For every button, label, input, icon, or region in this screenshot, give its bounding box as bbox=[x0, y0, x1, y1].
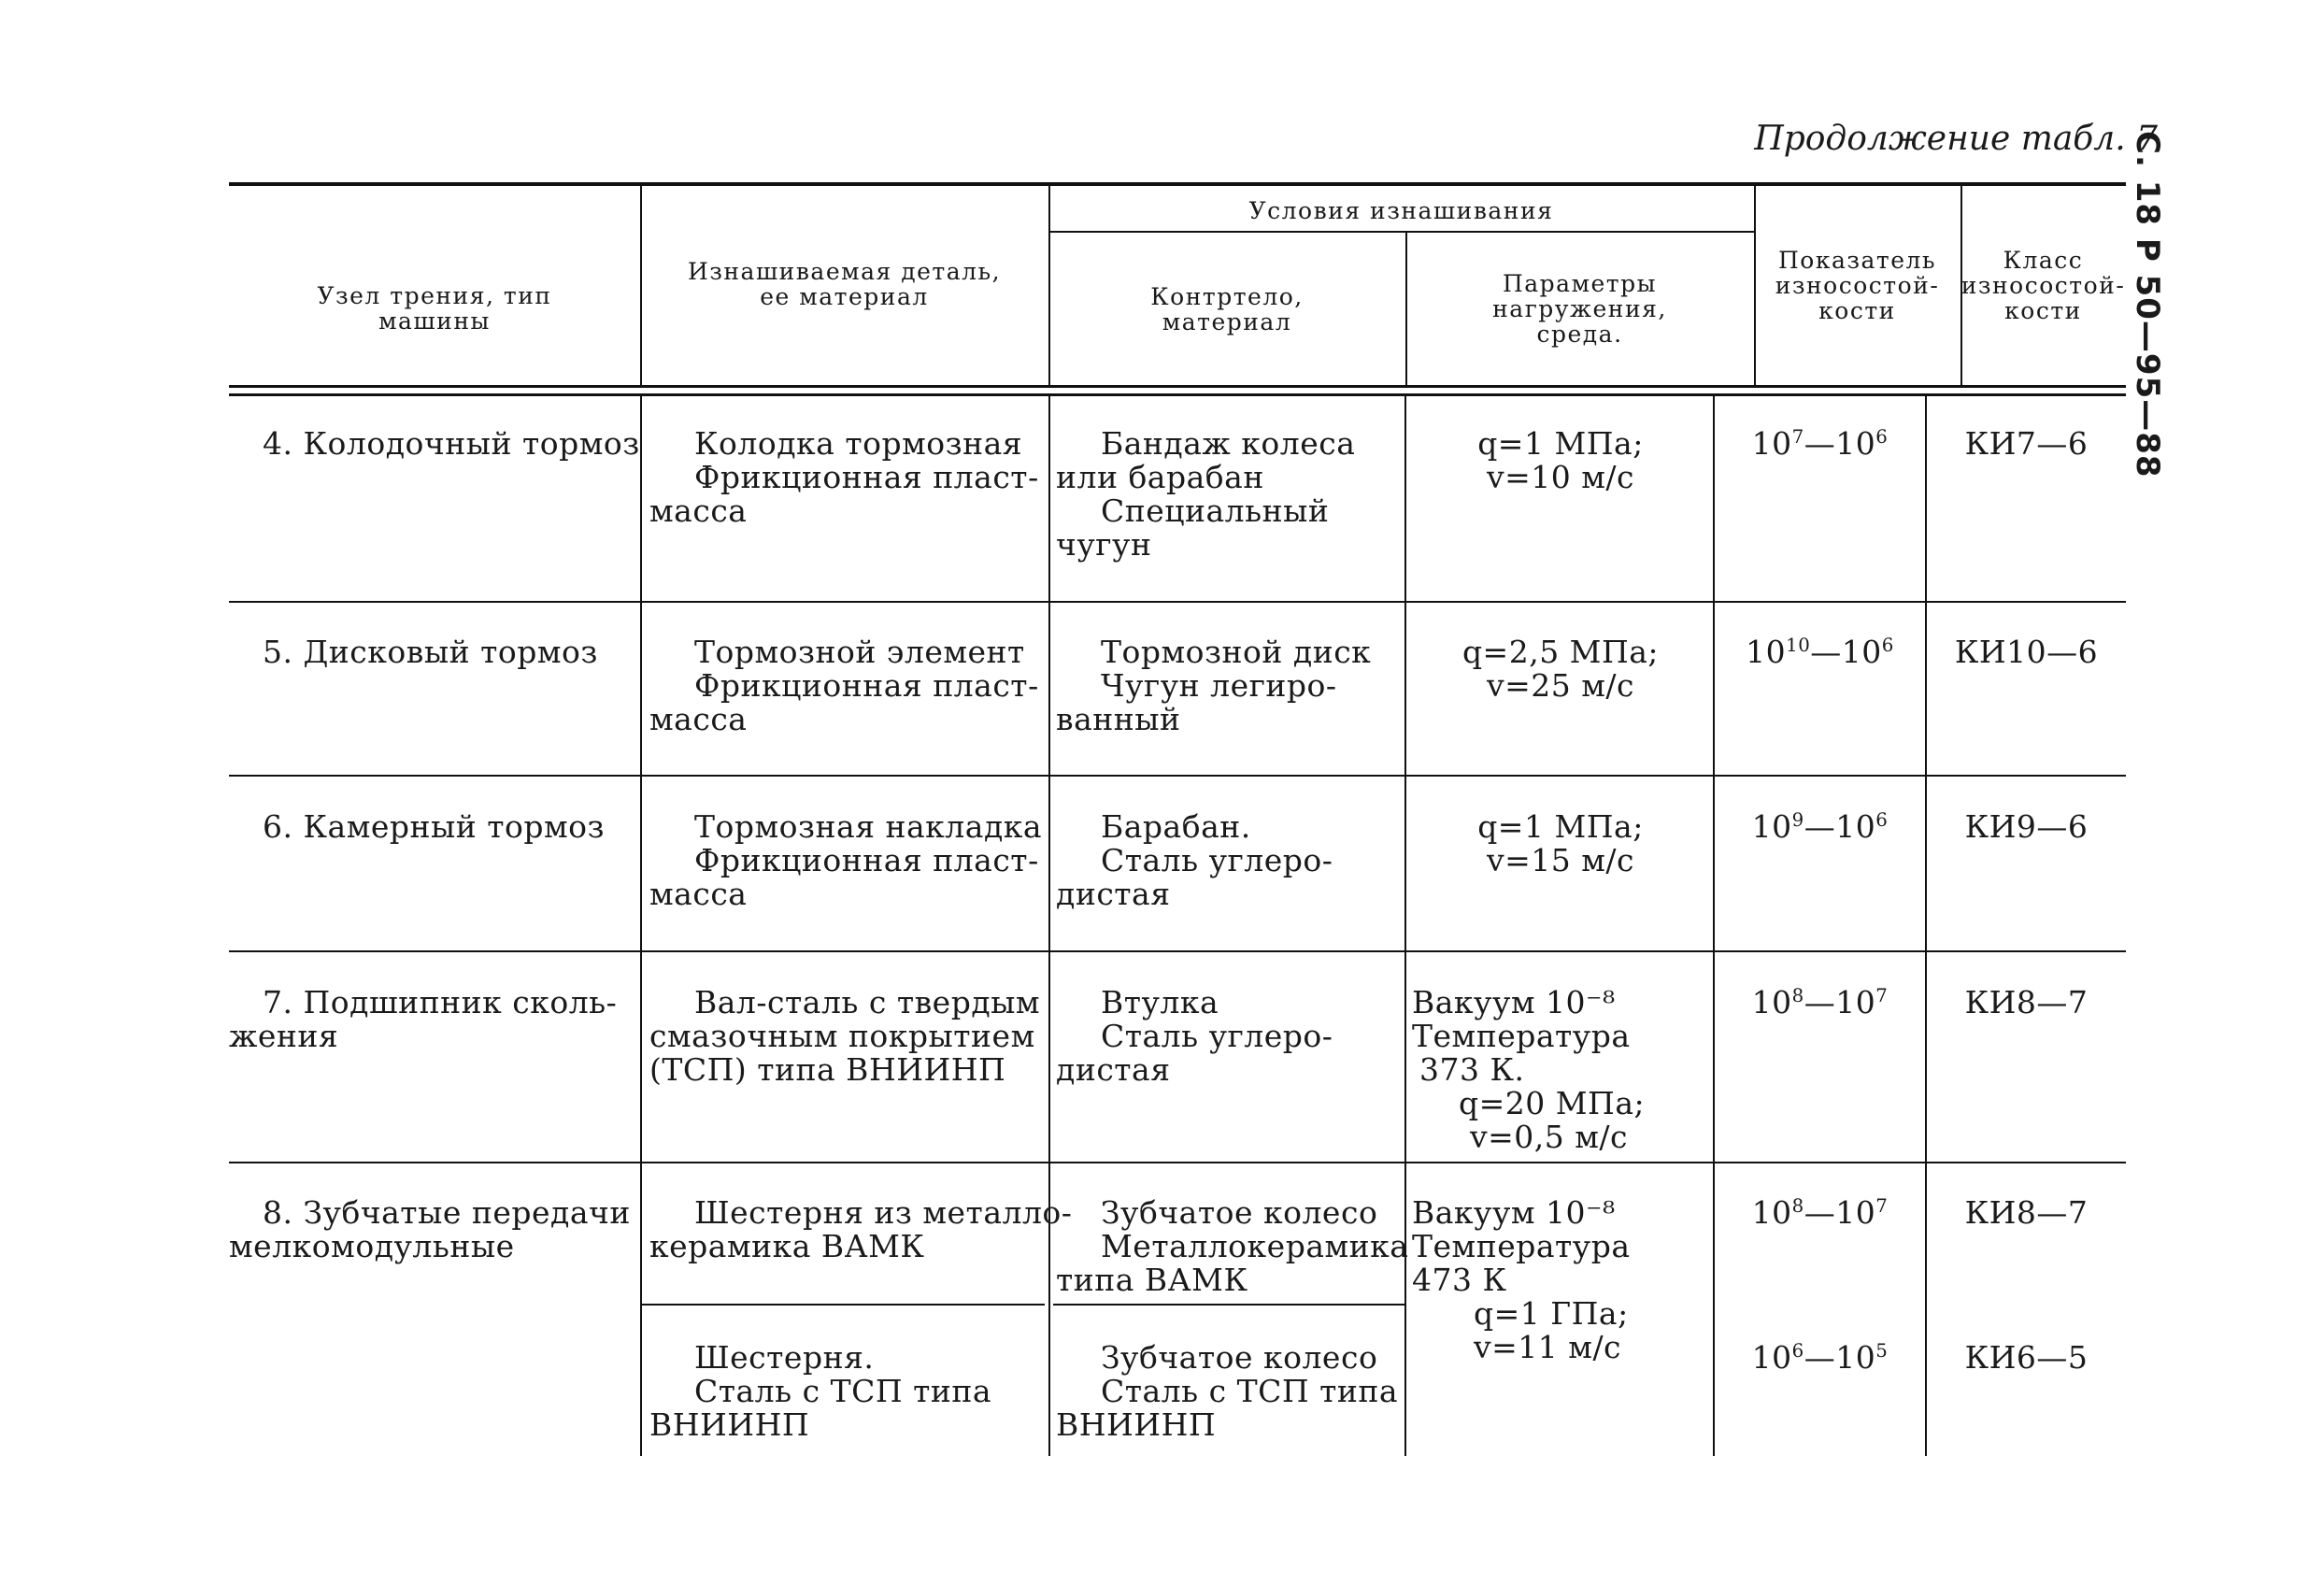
row-divider bbox=[229, 775, 2126, 777]
sub-row-divider bbox=[1053, 1304, 1404, 1306]
row-8a-counterbody: Зубчатое колесо Металлокерамика типа ВАМК bbox=[1056, 1194, 1409, 1298]
row-6-node: 6. Камерный тормоз bbox=[263, 808, 606, 845]
row-6-indicator: $10^9—10^6$ bbox=[1751, 808, 1889, 845]
row-divider bbox=[229, 950, 2126, 952]
col-divider bbox=[1404, 395, 1406, 1456]
header-bottom-rule bbox=[229, 385, 2126, 388]
page-code: С. 18 Р 50—95—88 bbox=[2129, 131, 2166, 478]
row-5-part: Тормозной элемент Фрикционная пласт- масса bbox=[649, 634, 1039, 737]
header-conditions: Условия изнашивания bbox=[1248, 196, 1554, 224]
header-node: Узел трения, тип машины bbox=[317, 281, 552, 335]
row-4-class: КИ7—6 bbox=[1964, 425, 2089, 462]
row-8b-counterbody: Зубчатое колесо Сталь с ТСП типа ВНИИНП bbox=[1056, 1339, 1399, 1443]
row-7-indicator: $10^8—10^7$ bbox=[1751, 984, 1889, 1020]
header-params: Параметры нагружения, среда. bbox=[1492, 270, 1667, 348]
row-5-params: q=2,5 МПа; v=25 м/с bbox=[1461, 634, 1660, 704]
row-7-part: Вал-сталь с твердым смазочным покрытием (ТСП) типа ВНИИНП bbox=[649, 984, 1041, 1088]
header-indicator: Показатель износостой- кости bbox=[1775, 246, 1940, 324]
col-divider bbox=[1048, 395, 1050, 1456]
row-5-node: 5. Дисковый тормоз bbox=[263, 634, 598, 670]
row-7-counterbody: Втулка Сталь углеро- дистая bbox=[1056, 984, 1333, 1088]
row-divider bbox=[229, 601, 2126, 603]
sub-row-divider bbox=[640, 1304, 1045, 1306]
row-5-indicator: $10^{10}—10^6$ bbox=[1746, 634, 1894, 670]
table-continuation-label: Продолжение табл. 7 bbox=[1754, 120, 2158, 158]
wear-resistance-table bbox=[229, 182, 2126, 1453]
row-4-node: 4. Колодочный тормоз bbox=[263, 425, 640, 462]
row-8-params: Вакуум 10⁻⁸ Температура 473 К q=1 ГПа; v=11 м/с bbox=[1412, 1194, 1631, 1365]
row-7-class: КИ8—7 bbox=[1964, 984, 2089, 1020]
row-6-class: КИ9—6 bbox=[1964, 808, 2089, 845]
row-6-counterbody: Барабан. Сталь углеро- дистая bbox=[1056, 808, 1333, 912]
row-5-class: КИ10—6 bbox=[1954, 634, 2099, 670]
col-divider bbox=[640, 395, 642, 1456]
row-8b-class: КИ6—5 bbox=[1964, 1339, 2089, 1376]
row-5-counterbody: Тормозной диск Чугун легиро- ванный bbox=[1056, 634, 1372, 737]
row-6-params: q=1 МПа; v=15 м/с bbox=[1477, 808, 1644, 878]
row-8a-indicator: $10^8—10^7$ bbox=[1751, 1194, 1889, 1231]
header-part: Изнашиваемая деталь, ее материал bbox=[687, 258, 1002, 310]
row-4-counterbody: Бандаж колеса или барабан Специальный чугун bbox=[1056, 425, 1356, 563]
row-7-params: Вакуум 10⁻⁸ Температура 373 К. q=20 МПа; v=0,5 м/с bbox=[1412, 984, 1646, 1155]
row-4-params: q=1 МПа; v=10 м/с bbox=[1477, 425, 1644, 495]
row-divider bbox=[229, 1162, 2126, 1163]
row-7-node: 7. Подшипник сколь- жения bbox=[229, 984, 618, 1054]
table-top-rule bbox=[229, 182, 2126, 186]
row-4-part: Колодка тормозная Фрикционная пласт- масса bbox=[649, 425, 1039, 529]
header-class: Класс износостой- кости bbox=[1960, 246, 2126, 324]
header-bottom-rule-2 bbox=[229, 393, 2126, 396]
col-divider bbox=[1925, 395, 1927, 1456]
row-8a-part: Шестерня из металло- керамика ВАМК bbox=[649, 1194, 1073, 1264]
row-4-indicator: $10^7—10^6$ bbox=[1751, 425, 1889, 462]
row-8b-part: Шестерня. Сталь с ТСП типа ВНИИНП bbox=[649, 1339, 992, 1443]
row-8b-indicator: $10^6—10^5$ bbox=[1751, 1339, 1889, 1376]
col-divider bbox=[1713, 395, 1715, 1456]
row-6-part: Тормозная накладка Фрикционная пласт- масса bbox=[649, 808, 1043, 912]
row-8a-class: КИ8—7 bbox=[1964, 1194, 2089, 1231]
row-8-node: 8. Зубчатые передачи мелкомодульные bbox=[229, 1194, 631, 1264]
header-counterbody: Контртело, материал bbox=[1150, 282, 1304, 335]
